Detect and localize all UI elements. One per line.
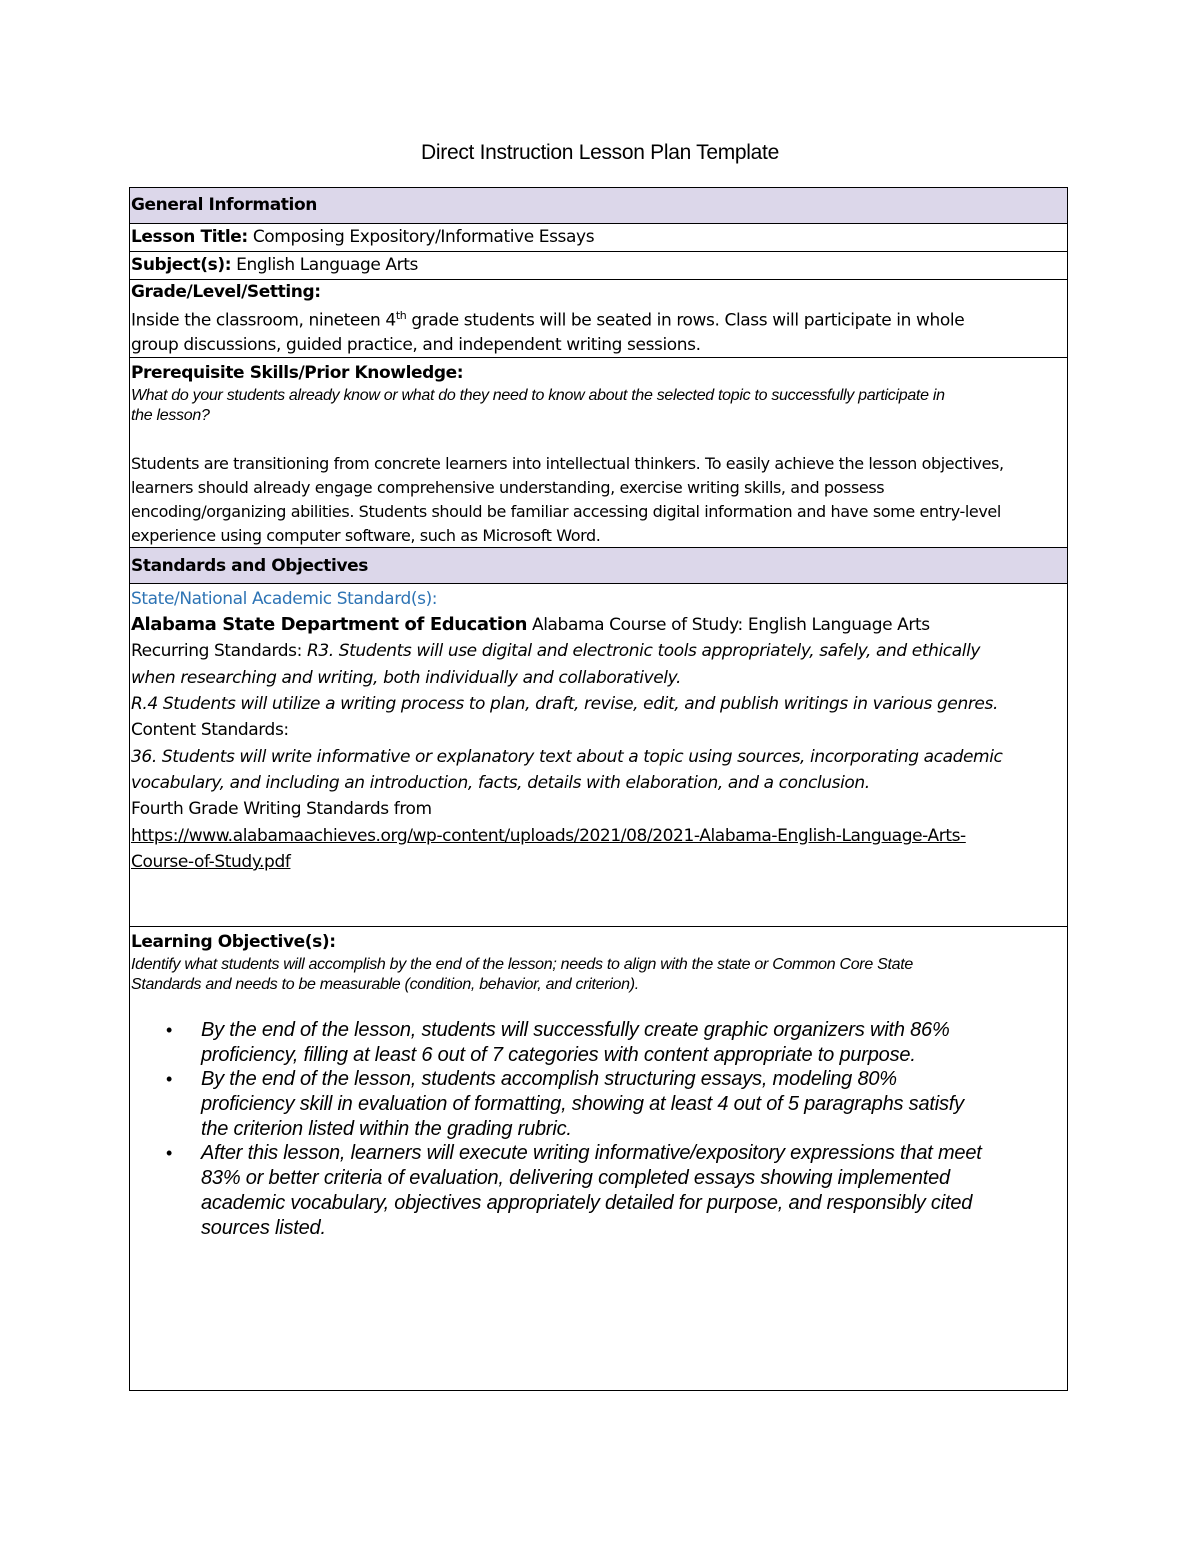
learning-objectives-label: Learning Objective(s):: [131, 932, 336, 952]
objective-2-line-2: proficiency skill in evaluation of formatting, showing at least 4 out of 5 paragraphs satisfy: [201, 1093, 964, 1115]
subjects-line: [131, 255, 418, 275]
grade-level-setting-label: Grade/Level/Setting:: [131, 282, 321, 302]
subjects-value: English Language Arts: [231, 255, 418, 275]
learning-objectives-row: [130, 926, 1067, 1390]
prerequisite-text-line-4: experience using computer software, such as Microsoft Word.: [131, 526, 601, 545]
content-standard-36-line-1: 36. Students will write informative or explanatory text about a topic using sources, incorporating academic: [131, 747, 1003, 767]
objective-1-line-1: By the end of the lesson, students will successfully create graphic organizers with 86%: [201, 1019, 950, 1041]
bullet-dot-icon: •: [166, 1143, 173, 1163]
setting-text-sup: th: [395, 309, 407, 322]
objective-2-line-1: By the end of the lesson, students accomplish structuring essays, modeling 80%: [201, 1068, 897, 1090]
department-line: [131, 614, 930, 635]
standards-objectives-title: Standards and Objectives: [131, 556, 368, 576]
state-national-standards-label: State/National Academic Standard(s):: [131, 589, 438, 609]
objective-3-line-4: sources listed.: [201, 1217, 326, 1239]
grade-level-setting-row: [130, 279, 1067, 357]
standards-link-line-2[interactable]: Course-of-Study.pdf: [131, 852, 291, 872]
objective-3-line-1: After this lesson, learners will execute writing informative/expository expressions that meet: [201, 1142, 982, 1164]
department-name: Alabama State Department of Education: [131, 614, 527, 635]
prerequisite-row: [130, 357, 1067, 547]
course-of-study: Alabama Course of Study: English Language Arts: [526, 615, 930, 635]
bullet-dot-icon: •: [166, 1020, 173, 1040]
recurring-r3-a: R3. Students will use digital and electronic tools appropriately, safely, and ethically: [306, 641, 981, 661]
content-standards-label: Content Standards:: [131, 720, 289, 740]
setting-text-b: grade students will be seated in rows. Class will participate in whole: [406, 310, 965, 331]
recurring-r4: R.4 Students will utilize a writing process to plan, draft, revise, edit, and publish writings in various genres.: [131, 694, 998, 714]
prerequisite-label: Prerequisite Skills/Prior Knowledge:: [131, 363, 464, 383]
setting-text-line-2: group discussions, guided practice, and independent writing sessions.: [131, 335, 701, 355]
recurring-standards-line-2: when researching and writing, both individually and collaboratively.: [131, 668, 681, 688]
bullet-dot-icon: •: [166, 1069, 173, 1089]
objective-3-line-3: academic vocabulary, objectives appropriately detailed for purpose, and responsibly cited: [201, 1192, 973, 1214]
fourth-grade-standards-label: Fourth Grade Writing Standards from: [131, 799, 432, 819]
recurring-standards-line-1: [131, 641, 980, 661]
lesson-title-label: Lesson Title:: [131, 227, 248, 247]
objective-2-line-3: the criterion listed within the grading rubric.: [201, 1118, 572, 1140]
prerequisite-text-line-3: encoding/organizing abilities. Students should be familiar accessing digital information and have some entry-level: [131, 502, 1001, 521]
subjects-label: Subject(s):: [131, 255, 232, 275]
standards-objectives-header: [130, 547, 1067, 583]
prerequisite-prompt-line-1: What do your students already know or what do they need to know about the selected topic to successfully participate in: [131, 387, 945, 404]
learning-objectives-prompt-line-1: Identify what students will accomplish by the end of the lesson; needs to align with the state or Common Core State: [131, 956, 913, 973]
prerequisite-prompt-line-2: the lesson?: [131, 407, 210, 424]
setting-text-a: Inside the classroom, nineteen 4: [131, 310, 396, 331]
objective-1-line-2: proficiency, filling at least 6 out of 7 categories with content appropriate to purpose.: [201, 1044, 916, 1066]
general-information-header: [130, 188, 1067, 223]
learning-objectives-prompt-line-2: Standards and needs to be measurable (condition, behavior, and criterion).: [131, 976, 639, 993]
standards-link-line-1[interactable]: https://www.alabamaachieves.org/wp-content/uploads/2021/08/2021-Alabama-English-Language-Arts-: [131, 826, 966, 846]
content-standard-36-line-2: vocabulary, and including an introduction, facts, details with elaboration, and a conclusion.: [131, 773, 870, 793]
subjects-row: [130, 251, 1067, 279]
objective-3-line-2: 83% or better criteria of evaluation, delivering completed essays showing implemented: [201, 1167, 950, 1189]
prerequisite-text-line-2: learners should already engage comprehensive understanding, exercise writing skills, and possess: [131, 478, 885, 497]
prerequisite-text-line-1: Students are transitioning from concrete learners into intellectual thinkers. To easily achieve the lesson objectives,: [131, 454, 1004, 473]
standards-row: [130, 583, 1067, 926]
lesson-title-value: Composing Expository/Informative Essays: [247, 227, 595, 247]
lesson-plan-table: [129, 187, 1068, 1391]
general-information-title: General Information: [131, 195, 317, 215]
recurring-label: Recurring Standards:: [131, 641, 307, 661]
setting-text-line-1: [131, 309, 964, 331]
lesson-title-line: [131, 227, 594, 247]
lesson-title-row: [130, 223, 1067, 251]
document-title: Direct Instruction Lesson Plan Template: [421, 141, 779, 164]
